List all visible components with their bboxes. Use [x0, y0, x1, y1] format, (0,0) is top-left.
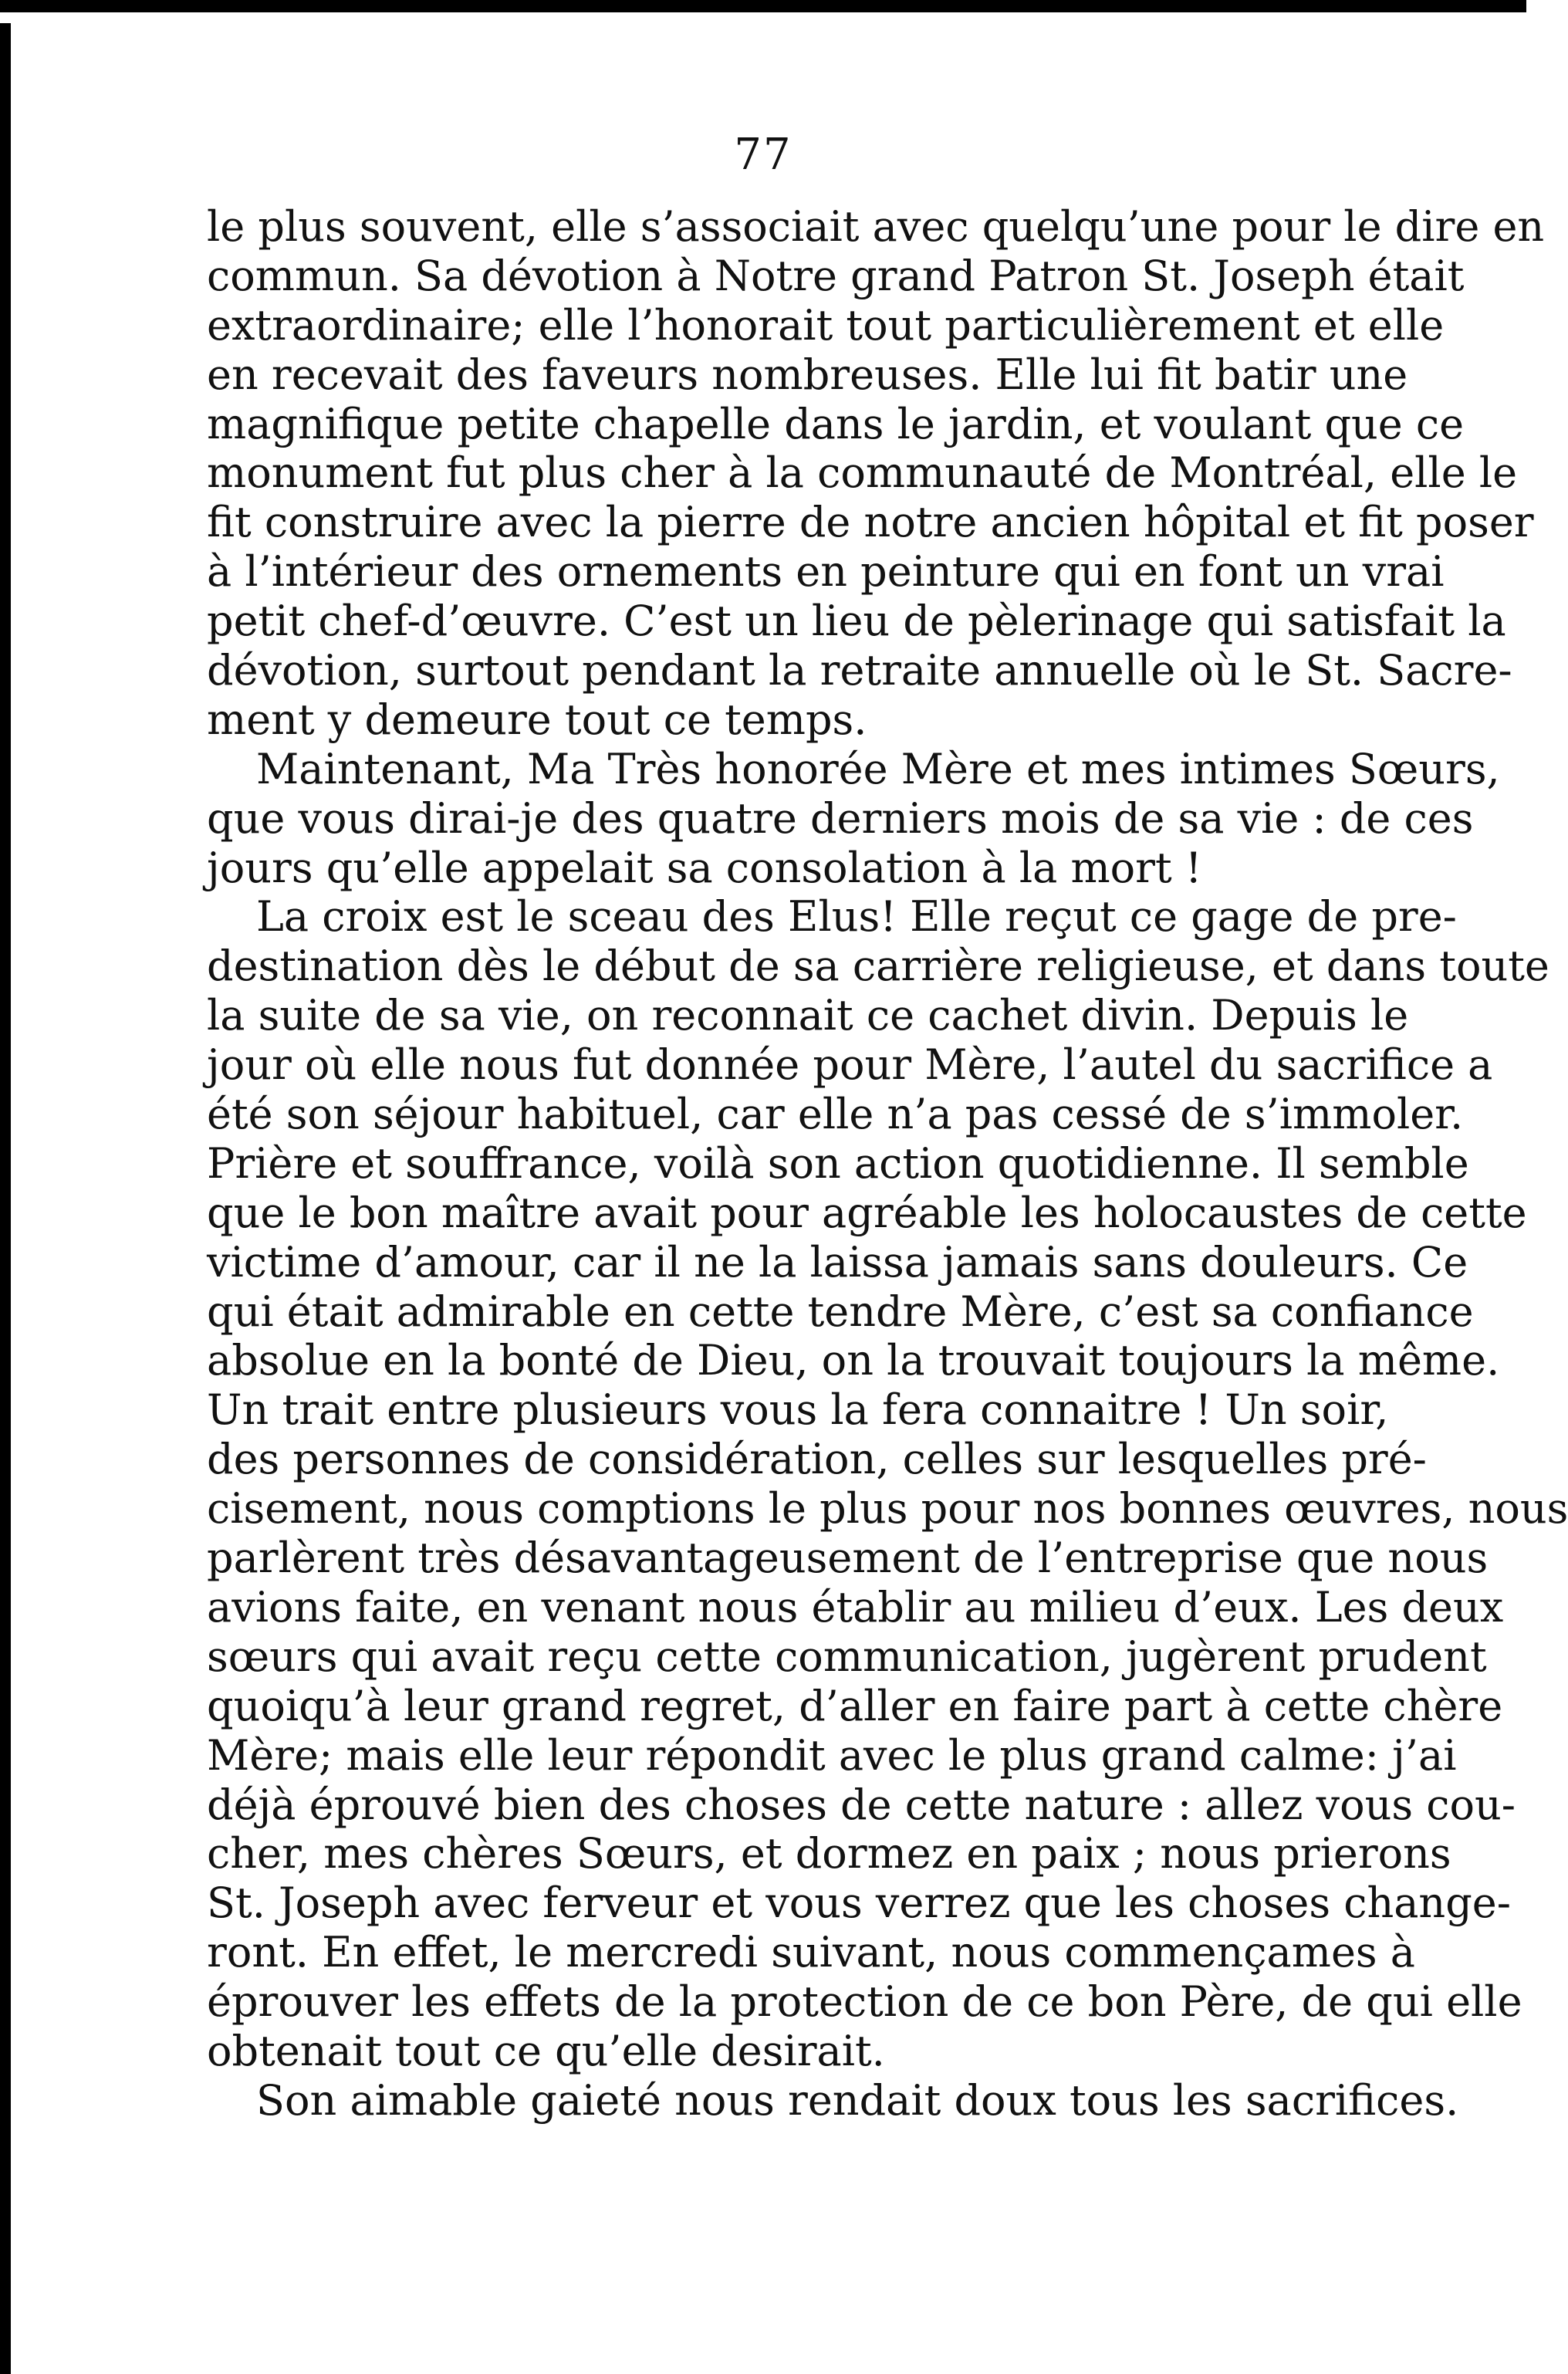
- text-line: La croix est le sceau des Elus! Elle reçut ce gage de pre-: [256, 892, 1457, 942]
- text-line: déjà éprouvé bien des choses de cette nature : allez vous cou-: [207, 1780, 1516, 1829]
- page-number: 77: [734, 130, 792, 180]
- text-line: sœurs qui avait reçu cette communication, jugèrent prudent: [207, 1632, 1487, 1681]
- text-line: que le bon maître avait pour agréable les holocaustes de cette: [207, 1188, 1527, 1237]
- text-line: dévotion, surtout pendant la retraite annuelle où le St. Sacre-: [207, 646, 1512, 695]
- text-line: cisement, nous comptions le plus pour nos bonnes œuvres, nous: [207, 1484, 1568, 1534]
- text-line: jour où elle nous fut donnée pour Mère, l’autel du sacrifice a: [207, 1040, 1493, 1090]
- text-line: qui était admirable en cette tendre Mère, c’est sa confiance: [207, 1287, 1474, 1336]
- text-line: monument fut plus cher à la communauté de Montréal, elle le: [207, 448, 1518, 498]
- text-line: extraordinaire; elle l’honorait tout particulièrement et elle: [207, 300, 1445, 350]
- scan-left-edge: [0, 23, 11, 2374]
- text-line: jours qu’elle appelait sa consolation à la mort !: [207, 843, 1202, 892]
- text-line: Prière et souffrance, voilà son action quotidienne. Il semble: [207, 1138, 1469, 1188]
- text-line: petit chef-d’œuvre. C’est un lieu de pèlerinage qui satisfait la: [207, 597, 1506, 646]
- text-line: quoiqu’à leur grand regret, d’aller en faire part à cette chère: [207, 1681, 1503, 1730]
- text-line: Un trait entre plusieurs vous la fera connaitre ! Un soir,: [207, 1385, 1389, 1435]
- text-line: fit construire avec la pierre de notre ancien hôpital et fit poser: [207, 498, 1534, 547]
- text-line: que vous dirai-je des quatre derniers mois de sa vie : de ces: [207, 793, 1474, 843]
- text-line: magnifique petite chapelle dans le jardin, et voulant que ce: [207, 399, 1465, 448]
- text-line: ment y demeure tout ce temps.: [207, 695, 867, 744]
- text-line: avions faite, en venant nous établir au milieu d’eux. Les deux: [207, 1582, 1504, 1632]
- text-line: destination dès le début de sa carrière religieuse, et dans toute: [207, 942, 1549, 991]
- text-line: cher, mes chères Sœurs, et dormez en paix ; nous prierons: [207, 1829, 1451, 1879]
- text-line: ront. En effet, le mercredi suivant, nous commençames à: [207, 1928, 1415, 1977]
- text-line: victime d’amour, car il ne la laissa jamais sans douleurs. Ce: [207, 1237, 1468, 1287]
- text-line: commun. Sa dévotion à Notre grand Patron St. Joseph était: [207, 251, 1465, 300]
- text-line: été son séjour habituel, car elle n’a pas cessé de s’immoler.: [207, 1090, 1464, 1139]
- text-line: absolue en la bonté de Dieu, on la trouvait toujours la même.: [207, 1336, 1500, 1385]
- text-line: parlèrent très désavantageusement de l’entreprise que nous: [207, 1534, 1489, 1583]
- text-line: Mère; mais elle leur répondit avec le plus grand calme: j’ai: [207, 1730, 1457, 1780]
- text-line: obtenait tout ce qu’elle desirait.: [207, 2026, 885, 2075]
- text-line: la suite de sa vie, on reconnait ce cachet divin. Depuis le: [207, 991, 1409, 1040]
- text-line: à l’intérieur des ornements en peinture qui en font un vrai: [207, 547, 1445, 597]
- text-line: Maintenant, Ma Très honorée Mère et mes intimes Sœurs,: [256, 744, 1500, 793]
- text-line: le plus souvent, elle s’associait avec quelqu’une pour le dire en: [207, 202, 1545, 251]
- text-line: éprouver les effets de la protection de ce bon Père, de qui elle: [207, 1977, 1522, 2027]
- body-text: [207, 202, 1568, 2125]
- text-line: Son aimable gaieté nous rendait doux tous les sacrifices.: [256, 2075, 1459, 2125]
- text-line: des personnes de considération, celles sur lesquelles pré-: [207, 1435, 1427, 1484]
- text-line: St. Joseph avec ferveur et vous verrez que les choses change-: [207, 1879, 1511, 1928]
- scan-top-edge: [0, 0, 1526, 12]
- text-line: en recevait des faveurs nombreuses. Elle lui fit batir une: [207, 350, 1408, 399]
